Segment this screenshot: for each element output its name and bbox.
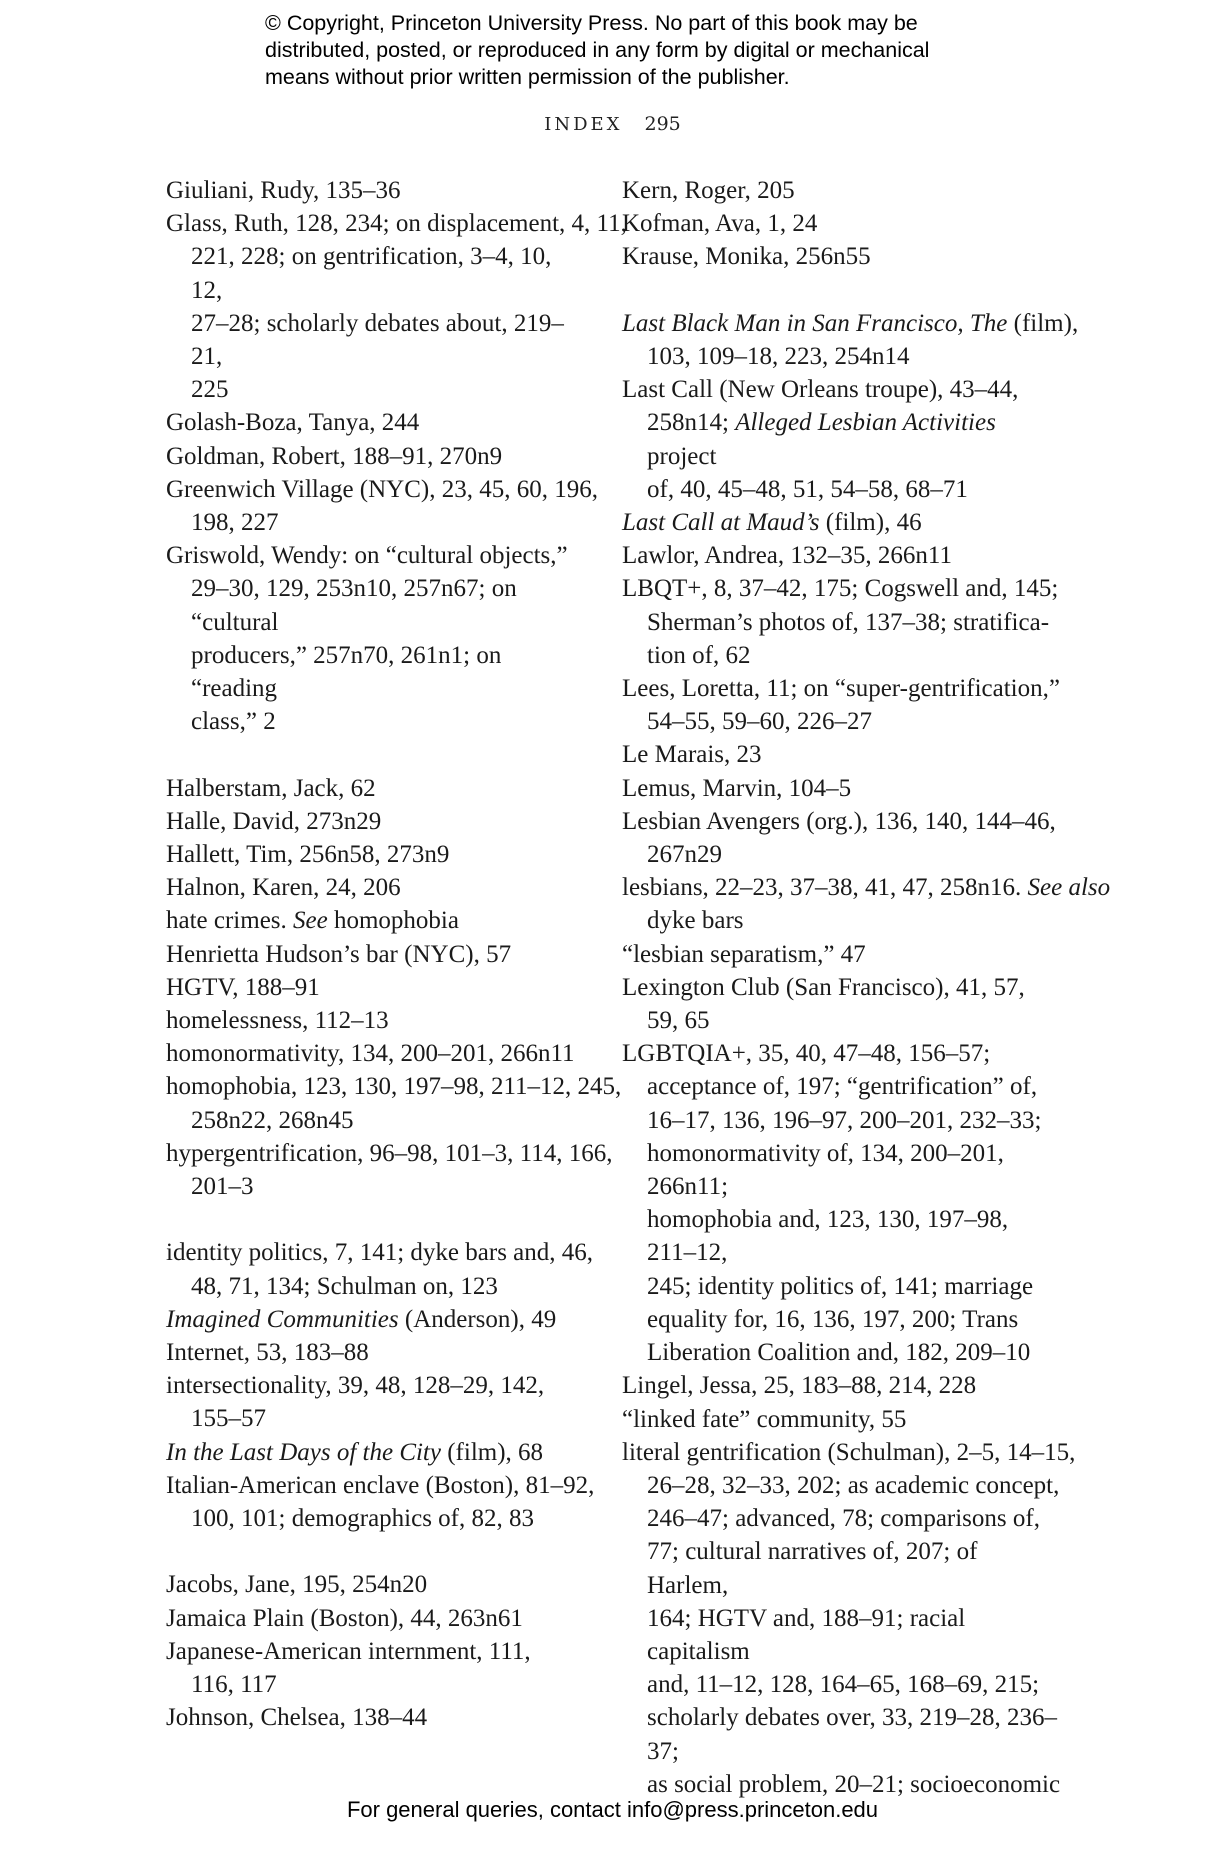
index-entry: Jamaica Plain (Boston), 44, 263n61 [166, 1604, 523, 1632]
entry-text: (film), 68 [440, 1438, 544, 1466]
index-entry-continuation [622, 1469, 1062, 1801]
entry-line: as social problem, 20–21; socioeconomic [647, 1770, 1061, 1798]
copyright-notice [265, 10, 1025, 91]
index-entry: Hallett, Tim, 256n58, 273n9 [166, 841, 450, 869]
index-entry [622, 506, 1062, 539]
entry-line: 221, 228; on gentrification, 3–4, 10, 12, [191, 243, 552, 304]
entry-line: 29–30, 129, 253n10, 257n67; on “cultural [191, 575, 517, 636]
index-entry: Griswold, Wendy: on “cultural objects,” [166, 542, 568, 570]
index-entry-continuation [166, 240, 586, 406]
index-entry [166, 904, 586, 937]
see-reference: See [293, 907, 328, 935]
index-entry: homelessness, 112–13 [166, 1007, 389, 1035]
index-entry: Lesbian Avengers (org.), 136, 140, 144–46, [622, 807, 1056, 835]
entry-line: 59, 65 [647, 1007, 710, 1035]
index-entry: Kern, Roger, 205 [622, 177, 795, 204]
index-entry: identity politics, 7, 141; dyke bars and, 46, [166, 1239, 594, 1267]
entry-line: and, 11–12, 128, 164–65, 168–69, 215; [647, 1671, 1040, 1699]
index-entry: hypergentrification, 96–98, 101–3, 114, 166, [166, 1139, 613, 1167]
entry-line: dyke bars [647, 907, 744, 935]
index-entry: Lingel, Jessa, 25, 183–88, 214, 228 [622, 1372, 977, 1400]
entry-text: (film), [1007, 309, 1079, 337]
index-entry: Italian-American enclave (Boston), 81–92, [166, 1471, 595, 1499]
entry-line: 48, 71, 134; Schulman on, 123 [191, 1272, 498, 1300]
entry-line: 245; identity politics of, 141; marriage [647, 1272, 1034, 1300]
running-head [0, 113, 1225, 135]
entry-line: scholarly debates over, 33, 219–28, 236–37; [647, 1704, 1058, 1765]
entry-line: 201–3 [191, 1173, 254, 1201]
entry-line: class,” 2 [191, 708, 276, 736]
entry-text: 258n14; [647, 409, 736, 437]
index-entry [166, 1303, 586, 1336]
index-entry-continuation [622, 1070, 1062, 1369]
entry-text: project [647, 442, 717, 470]
entry-line: acceptance of, 197; “gentrification” of, [647, 1073, 1038, 1101]
entry-line: 164; HGTV and, 188–91; racial capitalism [647, 1604, 966, 1665]
index-entry: HGTV, 188–91 [166, 973, 320, 1001]
index-entry: literal gentrification (Schulman), 2–5, 14–15, [622, 1438, 1076, 1466]
entry-line: Liberation Coalition and, 182, 209–10 [647, 1339, 1031, 1367]
index-entry [166, 1436, 586, 1469]
page-number: 295 [644, 113, 681, 135]
entry-line [622, 406, 1062, 472]
letter-group-spacer [166, 1535, 586, 1568]
index-entry: Giuliani, Rudy, 135–36 [166, 177, 401, 204]
entry-text: hate crimes. [166, 907, 294, 935]
footer-contact: For general queries, contact info@press.princeton.edu [346, 1797, 879, 1822]
entry-line: 267n29 [647, 841, 722, 869]
index-entry: LGBTQIA+, 35, 40, 47–48, 156–57; [622, 1040, 991, 1068]
index-entry: Lemus, Marvin, 104–5 [622, 774, 852, 802]
letter-group-spacer [166, 738, 586, 771]
entry-line: 258n22, 268n45 [191, 1106, 354, 1134]
entry-line: 100, 101; demographics of, 82, 83 [191, 1505, 535, 1533]
copyright-line: © Copyright, Princeton University Press. No part of this book may be [265, 11, 918, 35]
entry-line: 27–28; scholarly debates about, 219–21, [191, 309, 564, 371]
entry-line: 155–57 [191, 1405, 266, 1433]
index-entry: Japanese-American internment, 111, [166, 1637, 531, 1665]
title-italic: Last Call at Maud’s [622, 509, 820, 537]
index-entry: Lawlor, Andrea, 132–35, 266n11 [622, 542, 952, 570]
index-entry: Internet, 53, 183–88 [166, 1339, 369, 1367]
entry-line: Sherman’s photos of, 137–38; stratifica- [647, 608, 1050, 636]
index-entry: Jacobs, Jane, 195, 254n20 [166, 1571, 428, 1599]
index-column-right [622, 174, 1111, 1801]
index-entry: intersectionality, 39, 48, 128–29, 142, [166, 1372, 545, 1400]
index-entry-continuation [166, 572, 586, 738]
entry-line: producers,” 257n70, 261n1; on “reading [191, 641, 502, 703]
entry-text: (film), 46 [819, 509, 922, 537]
entry-line: 26–28, 32–33, 202; as academic concept, [647, 1471, 1060, 1499]
entry-line: equality for, 16, 136, 197, 200; Trans [647, 1305, 1019, 1333]
index-entry: Kofman, Ava, 1, 24 [622, 210, 818, 238]
index-entry [622, 871, 1111, 904]
title-italic: Alleged Lesbian Activities [735, 409, 996, 437]
entry-text: homophobia [327, 907, 459, 935]
index-entry: Halberstam, Jack, 62 [166, 774, 376, 802]
index-entry: Halle, David, 273n29 [166, 807, 382, 835]
entry-line: of, 40, 45–48, 51, 54–58, 68–71 [647, 475, 968, 503]
title-italic: Imagined Communities [166, 1305, 399, 1333]
copyright-line: means without prior written permission of the publisher. [265, 65, 790, 89]
entry-line: 16–17, 136, 196–97, 200–201, 232–33; [647, 1106, 1042, 1134]
entry-text: (Anderson), 49 [398, 1305, 557, 1333]
index-entry: Krause, Monika, 256n55 [622, 243, 871, 271]
entry-line: 116, 117 [191, 1671, 277, 1699]
entry-line: 54–55, 59–60, 226–27 [647, 708, 872, 736]
entry-line: 103, 109–18, 223, 254n14 [647, 343, 910, 370]
see-also-reference: See also [1027, 874, 1111, 902]
title-italic: Last Black Man in San Francisco, The [622, 309, 1008, 337]
index-entry: Halnon, Karen, 24, 206 [166, 874, 401, 902]
index-entry: homonormativity, 134, 200–201, 266n11 [166, 1040, 575, 1068]
entry-line: homonormativity of, 134, 200–201, 266n11; [647, 1139, 1004, 1201]
index-entry: Goldman, Robert, 188–91, 270n9 [166, 442, 503, 470]
entry-line: 225 [191, 376, 229, 404]
entry-line: 198, 227 [191, 509, 279, 537]
index-entry: LBQT+, 8, 37–42, 175; Cogswell and, 145; [622, 575, 1059, 603]
entry-text: lesbians, 22–23, 37–38, 41, 47, 258n16. [622, 874, 1028, 902]
index-entry: Henrietta Hudson’s bar (NYC), 57 [166, 940, 512, 968]
index-entry: Le Marais, 23 [622, 741, 762, 769]
index-column-left [166, 174, 627, 1735]
index-entry: Lexington Club (San Francisco), 41, 57, [622, 973, 1025, 1001]
index-entry: Greenwich Village (NYC), 23, 45, 60, 196, [166, 475, 598, 503]
index-entry: “linked fate” community, 55 [622, 1405, 907, 1433]
entry-line: tion of, 62 [647, 641, 751, 669]
entry-line: 246–47; advanced, 78; comparisons of, [647, 1505, 1040, 1533]
index-entry: Glass, Ruth, 128, 234; on displacement, 4, 11, [166, 210, 627, 238]
index-entry: Johnson, Chelsea, 138–44 [166, 1704, 428, 1732]
letter-group-spacer [622, 274, 1062, 307]
section-label: INDEX [544, 114, 623, 135]
entry-line: 77; cultural narratives of, 207; of Harlem, [647, 1538, 978, 1599]
copyright-line: distributed, posted, or reproduced in any form by digital or mechanical [265, 38, 930, 62]
index-entry: homophobia, 123, 130, 197–98, 211–12, 245, [166, 1073, 622, 1101]
index-entry: Golash-Boza, Tanya, 244 [166, 409, 420, 437]
index-entry: Last Call (New Orleans troupe), 43–44, [622, 376, 1019, 404]
letter-group-spacer [166, 1203, 586, 1236]
title-italic: In the Last Days of the City [166, 1438, 441, 1466]
index-entry: Lees, Loretta, 11; on “super-gentrification,” [622, 675, 1060, 703]
entry-line: homophobia and, 123, 130, 197–98, 211–12, [647, 1206, 1009, 1267]
index-entry: “lesbian separatism,” 47 [622, 940, 866, 968]
index-entry [622, 307, 1079, 340]
